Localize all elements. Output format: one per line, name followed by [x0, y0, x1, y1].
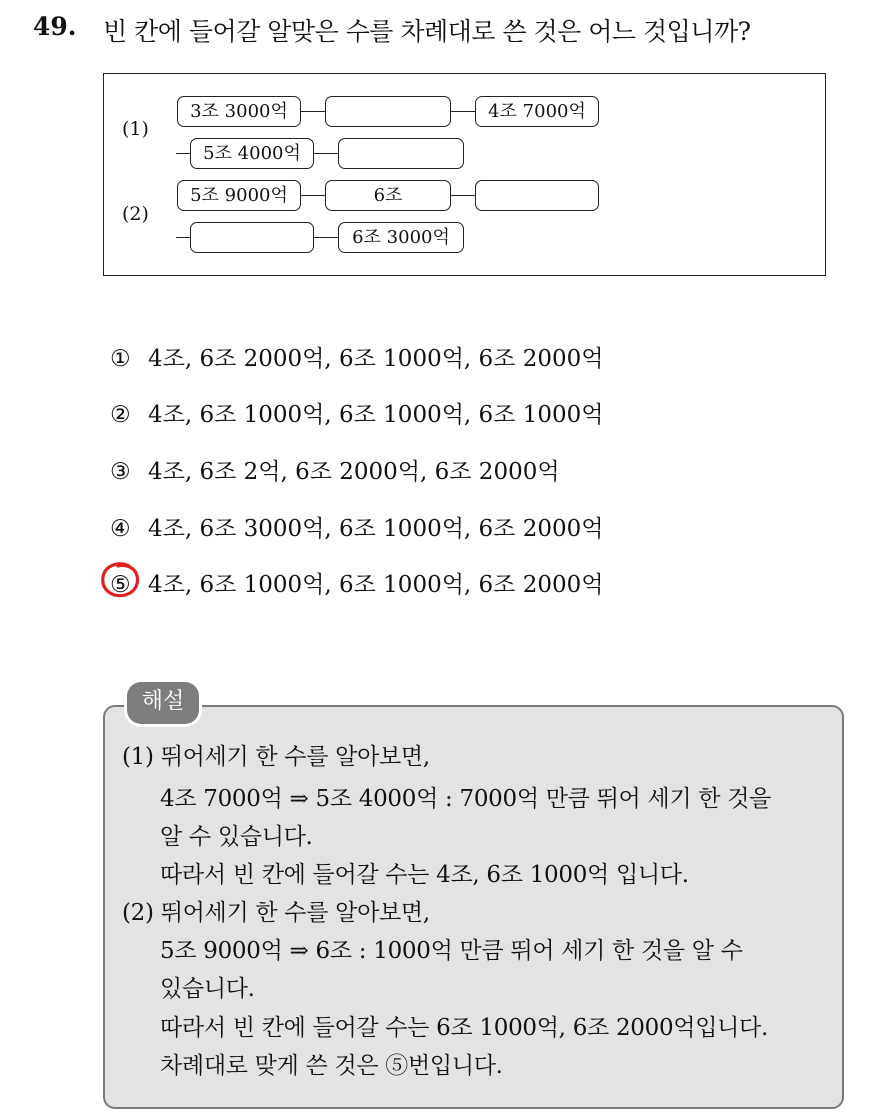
explanation-line: 따라서 빈 칸에 들어갈 수는 4조, 6조 1000억 입니다.: [160, 862, 689, 888]
connector: [451, 111, 475, 112]
choice-text: 4조, 6조 1000억, 6조 1000억, 6조 2000억: [148, 572, 604, 598]
choice-number: ⑤: [110, 572, 131, 598]
connector: [314, 237, 338, 238]
explanation-tag: 해설: [127, 682, 199, 724]
choice-1[interactable]: [110, 340, 603, 373]
explanation-line: (2) 뛰어세기 한 수를 알아보면,: [122, 900, 430, 926]
connector: [301, 195, 325, 196]
blank-box: [325, 96, 451, 127]
blank-box: [190, 222, 314, 253]
explanation-line: 따라서 빈 칸에 들어갈 수는 6조 1000억, 6조 2000억입니다.: [160, 1015, 768, 1041]
choice-number: ①: [110, 346, 131, 372]
connector: [301, 111, 325, 112]
choice-text: 4조, 6조 1000억, 6조 1000억, 6조 1000억: [148, 402, 604, 428]
explanation-line: 5조 9000억 ⇒ 6조 : 1000억 만큼 뛰어 세기 한 것을 알 수: [160, 938, 743, 964]
choice-number: ③: [110, 459, 131, 485]
row-label-1: (1): [122, 118, 149, 140]
number-sequence-figure: [103, 73, 826, 276]
choice-number: ②: [110, 402, 131, 428]
choice-3[interactable]: [110, 453, 560, 486]
choice-text: 4조, 6조 3000억, 6조 1000억, 6조 2000억: [148, 516, 604, 542]
choice-5[interactable]: [110, 566, 603, 599]
row-label-2: (2): [122, 203, 149, 225]
blank-box: [475, 180, 599, 211]
explanation-line: 차례대로 맞게 쓴 것은 ⑤번입니다.: [160, 1053, 503, 1079]
connector: [314, 153, 338, 154]
blank-box: [338, 138, 464, 169]
sequence-box: 5조 4000억: [190, 138, 314, 169]
explanation-line: 알 수 있습니다.: [160, 824, 313, 850]
connector: [176, 237, 190, 238]
explanation-line: 있습니다.: [160, 976, 255, 1002]
explanation-line: 4조 7000억 ⇒ 5조 4000억 : 7000억 만큼 뛰어 세기 한 것을: [160, 786, 772, 812]
question-text: 빈 칸에 들어갈 알맞은 수를 차례대로 쓴 것은 어느 것입니까?: [103, 17, 751, 46]
explanation-line: (1) 뛰어세기 한 수를 알아보면,: [122, 744, 430, 770]
sequence-box: 6조 3000억: [338, 222, 464, 253]
sequence-box: 3조 3000억: [177, 96, 301, 127]
sequence-box: 5조 9000억: [177, 180, 301, 211]
choice-text: 4조, 6조 2000억, 6조 1000억, 6조 2000억: [148, 346, 604, 372]
connector: [176, 153, 190, 154]
answer-circle-mark-icon: [99, 560, 143, 600]
sequence-box: 4조 7000억: [475, 96, 599, 127]
question-number: 49.: [33, 12, 77, 41]
choice-text: 4조, 6조 2억, 6조 2000억, 6조 2000억: [148, 459, 560, 485]
sequence-box: 6조: [325, 180, 451, 211]
connector: [451, 195, 475, 196]
choice-4[interactable]: [110, 510, 603, 543]
choice-number: ④: [110, 516, 131, 542]
choice-2[interactable]: [110, 396, 603, 429]
